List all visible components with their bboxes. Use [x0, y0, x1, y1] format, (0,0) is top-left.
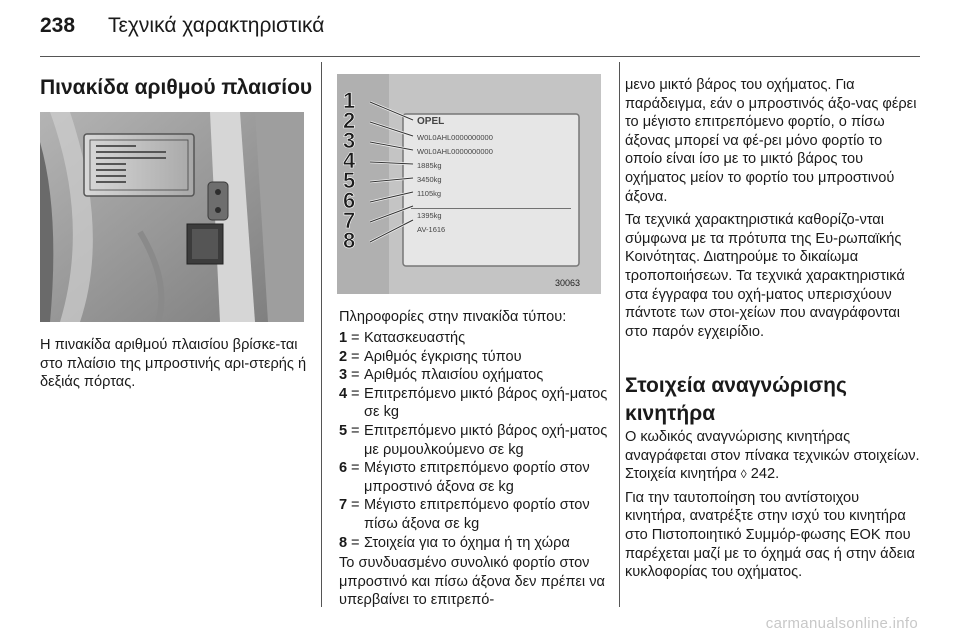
plate-line-2: W0L0AHL0000000000: [417, 133, 493, 142]
plate-callout-6: 6: [343, 188, 356, 213]
plate-callout-2: 2: [343, 108, 356, 133]
type-plate-photo: [337, 74, 601, 294]
legend-number: 5: [339, 422, 348, 439]
plate-line-4: 1885kg: [417, 161, 442, 170]
plate-line-6: 1105kg: [417, 189, 442, 198]
legend-number: 2: [339, 348, 348, 365]
plate-line-1: OPEL: [417, 116, 445, 127]
page-number: 238: [40, 14, 76, 37]
page-header: [40, 14, 920, 50]
column-divider-1: [321, 62, 322, 607]
section-title-vin-plate: Πινακίδα αριθμού πλαισίου: [40, 76, 313, 99]
plate-line-7: 1395kg: [417, 211, 442, 220]
engine-code-paragraph: Ο κωδικός αναγνώρισης κινητήρας αναγράφεται στον πίνακα τεχνικών στοιχείων. Στοιχεία κινητήρα ◊ 242.: [625, 429, 920, 483]
header-divider: [40, 56, 920, 57]
axle-load-continuation: μενο μικτό βάρος του οχήματος. Για παράδειγμα, εάν ο μπροστινός άξο-νας φέρει το μέγιστο επιτρεπόμενο φορτίο, ο πίσω άξονας μπορεί να φέ-ρει μόνο φορτίο το οποίο είναι ίσο με το μικτό βάρος του οχήματος μείον το φορτίο του μπροστινού άξονα.: [625, 77, 917, 205]
legend-text: Αριθμός πλαισίου οχήματος: [364, 367, 544, 384]
plate-line-8: AV-1616: [417, 225, 446, 234]
legend-number: 3: [339, 367, 348, 384]
image-code: 30063: [555, 278, 581, 288]
legend-number: 1: [339, 330, 348, 346]
type-plate-intro: Πληροφορίες στην πινακίδα τύπου:: [339, 309, 567, 325]
door-frame-illustration: [40, 112, 304, 322]
legend-item: 4 = Επιτρεπόμενο μικτό βάρος οχή-ματος σε kg: [339, 385, 611, 422]
plate-callout-8: 8: [343, 228, 356, 253]
type-plate-legend: [339, 329, 611, 552]
legend-item: 2 = Αριθμός έγκρισης τύπου: [339, 348, 611, 367]
plate-callout-3: 3: [343, 128, 356, 153]
plate-callout-1: 1: [343, 88, 356, 113]
legend-text: Στοιχεία για το όχημα ή τη χώρα: [364, 534, 570, 551]
engine-identification-paragraph: Για την ταυτοποίηση του αντίστοιχου κινητήρα, ανατρέξτε στην ισχύ του κινητήρα στο Πιστοποιητικό Συμμόρ-φωσης ΕΟΚ που παρέχεται μαζί με το όχημά σας ή στην άδεια κυκλοφορίας του οχήματος.: [625, 489, 915, 581]
legend-text: Αριθμός έγκρισης τύπου: [364, 348, 522, 365]
legend-item: 7 = Μέγιστο επιτρεπόμενο φορτίο στον πίσω άξονα σε kg: [339, 496, 611, 533]
legend-text: Επιτρεπόμενο μικτό βάρος οχή-ματος σε kg: [364, 385, 608, 421]
legend-text: Επιτρεπόμενο μικτό βάρος οχή-ματος με ρυμουλκούμενο σε kg: [364, 422, 608, 458]
legend-number: 6: [339, 460, 348, 477]
running-head: Τεχνικά χαρακτηριστικά: [108, 14, 325, 37]
type-plate-illustration: [337, 74, 601, 294]
legend-text: Μέγιστο επιτρεπόμενο φορτίο στον μπροστινό άξονα σε kg: [364, 460, 590, 495]
legend-item: 1 = Κατασκευαστής: [339, 329, 611, 348]
column3-top-text: [625, 76, 920, 341]
door-frame-photo: [40, 112, 304, 322]
column-divider-2: [619, 62, 620, 607]
ec-standards-paragraph: Τα τεχνικά χαρακτηριστικά καθορίζο-νται σύμφωνα με τα πρότυπα της Ευ-ρωπαϊκής Κοινότητας. Διατηρούμε το δικαίωμα τροποποιήσεων. Τα τεχνικά χαρακτηριστικά στα έγγραφα του οχή-ματος υπερισχύουν πάντοτε των στοι-χείων που αναγράφονται στο παρόν εγχειρίδιο.: [625, 212, 905, 340]
legend-item: 3 = Αριθμός πλαισίου οχήματος: [339, 366, 611, 385]
legend-item: 8 = Στοιχεία για το όχημα ή τη χώρα: [339, 534, 611, 553]
legend-number: 4: [339, 385, 348, 402]
plate-callout-4: 4: [343, 148, 356, 173]
legend-number: 7: [339, 497, 348, 514]
axle-load-paragraph: Το συνδυασμένο συνολικό φορτίο στον μπροστινό και πίσω άξονα δεν πρέπει να υπερβαίνει το επιτρεπό-: [339, 555, 605, 609]
page-reference-arrow-icon: ◊: [740, 467, 747, 482]
plate-callout-7: 7: [343, 208, 356, 233]
plate-line-5: 3450kg: [417, 175, 442, 184]
legend-text: Κατασκευαστής: [364, 330, 466, 346]
legend-item: 5 = Επιτρεπόμενο μικτό βάρος οχή-ματος με ρυμουλκούμενο σε kg: [339, 422, 611, 459]
legend-number: 8: [339, 534, 348, 551]
legend-text: Μέγιστο επιτρεπόμενο φορτίο στον πίσω άξονα σε kg: [364, 497, 590, 532]
watermark: carmanualsonline.info: [765, 615, 918, 632]
column3-bottom-text: [625, 428, 920, 582]
page-reference-link[interactable]: 242.: [746, 466, 780, 483]
legend-item: 6 = Μέγιστο επιτρεπόμενο φορτίο στον μπροστινό άξονα σε kg: [339, 459, 611, 496]
vin-plate-location-caption: Η πινακίδα αριθμού πλαισίου βρίσκε-ται στο πλαίσιο της μπροστινής αρι-στερής ή δεξιάς πόρτας.: [40, 337, 307, 391]
section-title-engine-id: Στοιχεία αναγνώρισης κινητήρα: [625, 374, 847, 425]
plate-line-3: W0L0AHL0000000000: [417, 147, 493, 156]
plate-callout-5: 5: [343, 168, 356, 193]
